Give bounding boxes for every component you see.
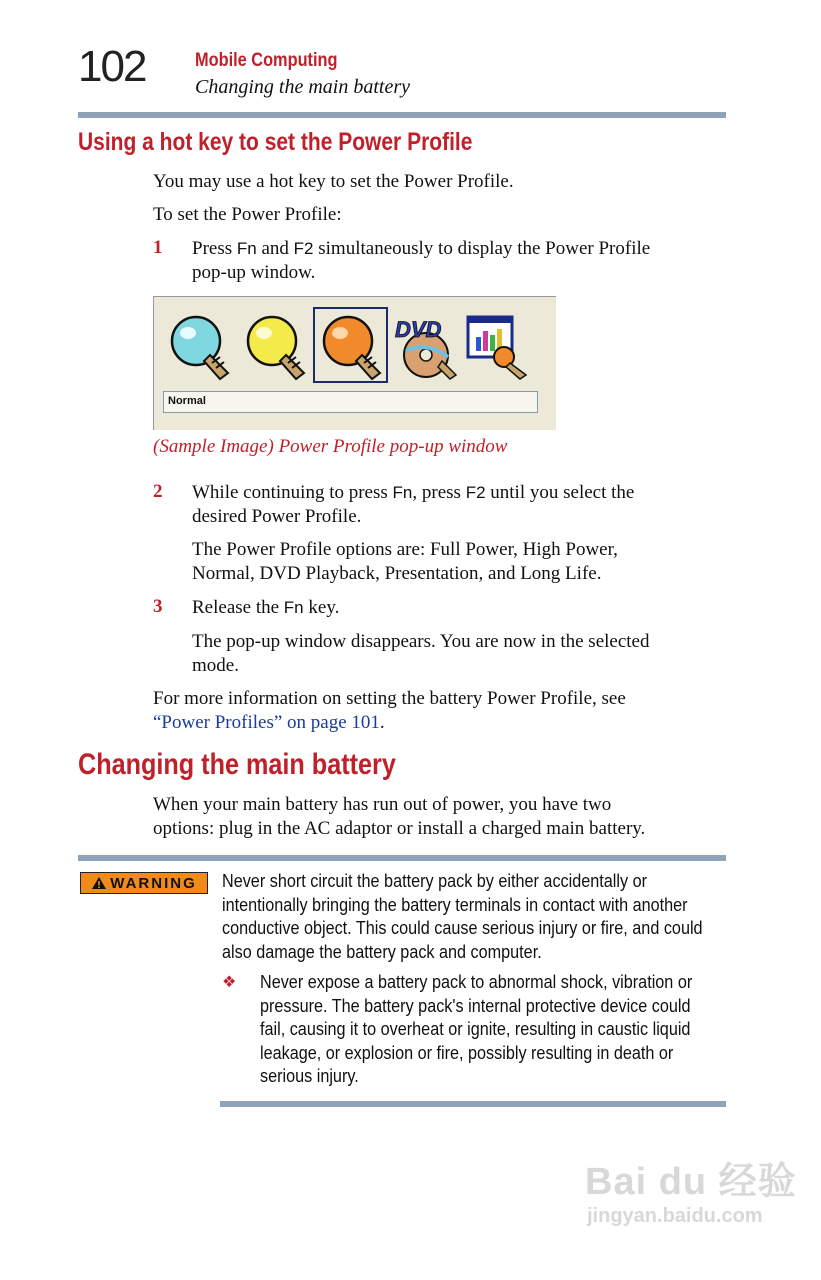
hotkey-heading: Using a hot key to set the Power Profile: [78, 128, 473, 156]
more-info-end: .: [379, 711, 385, 733]
warning-bullet-paragraph: [260, 971, 719, 1089]
dvd-playback-icon: [392, 311, 462, 381]
step-2-line2: desired Power Profile.: [192, 505, 362, 527]
step-1-post: simultaneously to display the Power Profile: [313, 238, 651, 259]
watermark-url: jingyan.baidu.com: [587, 1205, 763, 1227]
step-2-number: 2: [153, 481, 163, 502]
page-number: 102: [78, 42, 146, 91]
bullet-line: pressure. The battery pack's internal protective device could: [260, 995, 691, 1016]
hotkey-intro: You may use a hot key to set the Power Profile.: [153, 171, 514, 192]
warning-line: conductive object. This could cause serious injury or fire, and could: [222, 918, 703, 938]
bullet-line: leakage, or explosion or fire, possibly resulting in death or: [260, 1042, 674, 1063]
bullet-line: fail, causing it to overheat or ignite, resulting in caustic liquid: [260, 1019, 691, 1039]
step-2-detail-line1: The Power Profile options are: Full Power, High Power,: [192, 539, 618, 560]
running-header-section: Mobile Computing: [195, 50, 338, 71]
warning-triangle-icon: [91, 876, 107, 890]
bullet-line: Never expose a battery pack to abnormal shock, vibration or: [260, 972, 693, 992]
step-3-number: 3: [153, 596, 163, 617]
full-power-bulb-icon: [166, 311, 236, 381]
warning-paragraph: [222, 870, 726, 964]
normal-bulb-icon: [318, 311, 388, 381]
step-3-detail-line2: mode.: [192, 654, 239, 676]
step-2-mid: , press: [412, 482, 466, 503]
warning-line: intentionally bringing the battery terminals in contact with another: [222, 894, 688, 915]
power-profile-popup: [153, 296, 556, 430]
step-1-mid: and: [256, 238, 294, 259]
presentation-icon: [464, 311, 534, 381]
warning-top-rule: [78, 855, 726, 861]
header-rule: [78, 112, 726, 118]
step-2-post: until you select the: [485, 482, 635, 503]
step-3-key-fn: Fn: [283, 598, 304, 617]
battery-intro: [153, 793, 723, 840]
step-1-text: [192, 237, 712, 284]
step-2-key-f2: F2: [465, 483, 486, 502]
more-info-line1: For more information on setting the battery Power Profile, see: [153, 688, 626, 709]
step-1-pre: Press: [192, 238, 237, 259]
step-1-key-f2: F2: [293, 239, 314, 258]
power-profiles-link[interactable]: “Power Profiles” on page 101: [153, 711, 380, 733]
more-info-paragraph: [153, 687, 723, 734]
bullet-line: serious injury.: [260, 1066, 359, 1086]
watermark: [585, 1150, 797, 1228]
hotkey-lead: To set the Power Profile:: [153, 204, 342, 225]
step-3-post: key.: [303, 597, 340, 618]
battery-heading: Changing the main battery: [78, 748, 396, 781]
step-2-detail-line2: Normal, DVD Playback, Presentation, and Long Life.: [192, 562, 602, 584]
step-3-pre: Release the: [192, 597, 284, 618]
step-3-text: [192, 596, 339, 620]
step-3-detail: [192, 630, 717, 677]
warning-label: WARNING: [110, 874, 197, 892]
warning-line: Never short circuit the battery pack by either accidentally or: [222, 871, 647, 891]
step-1-line2: pop-up window.: [192, 261, 316, 283]
warning-line: also damage the battery pack and computer.: [222, 941, 542, 962]
warning-bottom-rule: [220, 1101, 726, 1107]
step-2-text: [192, 481, 712, 528]
battery-intro-line1: When your main battery has run out of power, you have two: [153, 794, 612, 815]
step-2-pre: While continuing to press: [192, 482, 393, 503]
svg-text:DVD: DVD: [395, 317, 442, 342]
step-1-key-fn: Fn: [236, 239, 257, 258]
step-3-detail-line1: The pop-up window disappears. You are now in the selected: [192, 631, 650, 652]
warning-badge: [80, 872, 208, 894]
high-power-bulb-icon: [242, 311, 312, 381]
watermark-brand: Bai du 经验: [585, 1161, 797, 1203]
bullet-glyph: ❖: [222, 974, 237, 991]
step-1-number: 1: [153, 237, 163, 258]
popup-status-field: Normal: [163, 391, 538, 413]
step-2-key-fn: Fn: [392, 483, 413, 502]
figure-caption: (Sample Image) Power Profile pop-up window: [153, 436, 508, 457]
running-header-subsection: Changing the main battery: [195, 76, 410, 98]
step-2-detail: [192, 538, 712, 585]
battery-intro-line2: options: plug in the AC adaptor or install a charged main battery.: [153, 817, 646, 839]
